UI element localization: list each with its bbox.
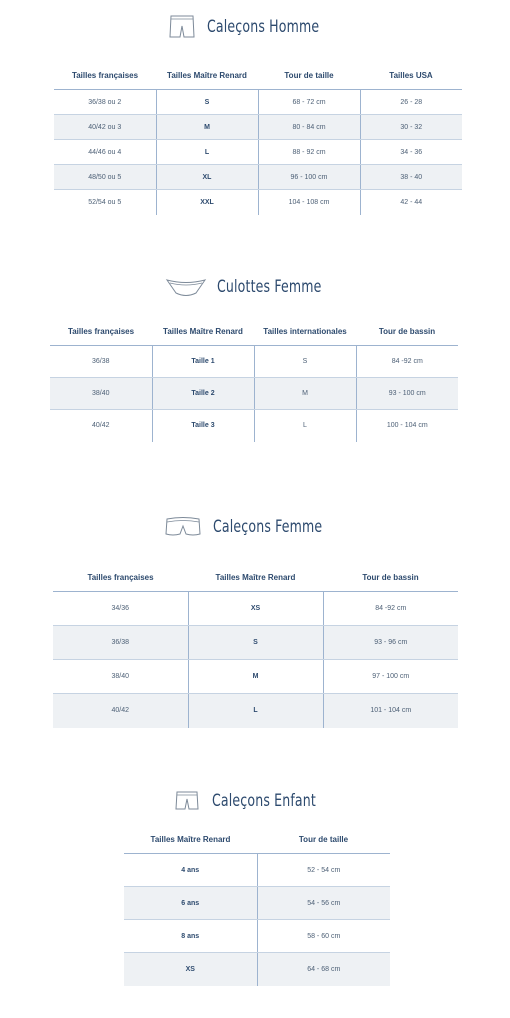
table-cell: XL — [156, 165, 258, 190]
table-cell: 34 - 36 — [360, 140, 462, 165]
table-row — [54, 115, 462, 140]
column-header: Tailles USA — [360, 61, 462, 90]
table-cell: 38/40 — [50, 378, 152, 410]
table-cell: 40/42 — [53, 694, 188, 728]
table-cell: 38 - 40 — [360, 165, 462, 190]
table-cell: 40/42 ou 3 — [54, 115, 156, 140]
table-cell: S — [188, 626, 323, 660]
size-table-calecons-enfant — [124, 825, 390, 986]
table-cell: Taille 1 — [152, 346, 254, 378]
table-cell: 64 - 68 cm — [257, 953, 390, 986]
table-header-row — [124, 825, 390, 854]
women-shorts-icon — [163, 514, 203, 540]
table-cell: L — [188, 694, 323, 728]
table-cell: 88 - 92 cm — [258, 140, 360, 165]
table-cell: XS — [188, 592, 323, 626]
section-culottes-femme — [0, 272, 510, 302]
section-calecons-homme — [0, 12, 510, 42]
table-row — [53, 626, 458, 660]
table-cell: 58 - 60 cm — [257, 920, 390, 953]
section-calecons-enfant — [0, 786, 510, 816]
table-cell: 4 ans — [124, 854, 257, 887]
table-row — [54, 190, 462, 215]
section-title: Caleçons Femme — [213, 517, 323, 537]
table-cell: S — [254, 346, 356, 378]
table-cell: S — [156, 90, 258, 115]
table-cell: 38/40 — [53, 660, 188, 694]
table-cell: 68 - 72 cm — [258, 90, 360, 115]
column-header: Tailles françaises — [50, 317, 152, 346]
size-table-calecons-femme — [53, 563, 458, 728]
table-cell: L — [156, 140, 258, 165]
table-cell: 8 ans — [124, 920, 257, 953]
table-cell: 42 - 44 — [360, 190, 462, 215]
table-cell: M — [188, 660, 323, 694]
table-cell: 84 -92 cm — [356, 346, 458, 378]
table-cell: M — [156, 115, 258, 140]
table-cell: 93 - 96 cm — [323, 626, 458, 660]
size-table-calecons-homme — [54, 61, 462, 215]
table-row — [50, 346, 458, 378]
table-row — [50, 378, 458, 410]
table-cell: 36/38 — [50, 346, 152, 378]
table-cell: 26 - 28 — [360, 90, 462, 115]
section-calecons-femme — [0, 512, 510, 542]
column-header: Tailles Maître Renard — [188, 563, 323, 592]
table-row — [53, 592, 458, 626]
table-row — [124, 887, 390, 920]
table-row — [53, 694, 458, 728]
table-header-row — [54, 61, 462, 90]
table-cell: 96 - 100 cm — [258, 165, 360, 190]
column-header: Tour de bassin — [356, 317, 458, 346]
table-row — [50, 410, 458, 442]
table-cell: 52/54 ou 5 — [88, 198, 122, 206]
table-cell: 36/38 ou 2 — [54, 90, 156, 115]
table-cell: 34/36 — [53, 592, 188, 626]
table-cell: 6 ans — [124, 887, 257, 920]
table-cell: 100 - 104 cm — [356, 410, 458, 442]
panties-icon — [165, 274, 207, 300]
table-row — [54, 90, 462, 115]
column-header: Tailles Maître Renard — [152, 317, 254, 346]
table-header-row — [53, 563, 458, 592]
table-row — [54, 165, 462, 190]
table-cell: Taille 2 — [152, 378, 254, 410]
table-row — [54, 140, 462, 165]
section-header — [0, 512, 510, 542]
column-header: Tailles Maître Renard — [156, 61, 258, 90]
column-header: Tailles Maître Renard — [124, 825, 257, 854]
boxer-shorts-icon — [167, 14, 197, 40]
column-header: Tour de bassin — [323, 563, 458, 592]
column-header: Tailles françaises — [54, 61, 156, 90]
table-cell: 101 - 104 cm — [323, 694, 458, 728]
section-header — [0, 272, 510, 302]
table-cell: 84 -92 cm — [323, 592, 458, 626]
section-title: Culottes Femme — [217, 277, 322, 297]
table-header-row — [50, 317, 458, 346]
kids-shorts-icon — [172, 788, 202, 814]
table-row — [124, 953, 390, 986]
table-row — [124, 920, 390, 953]
section-header — [0, 786, 510, 816]
section-header — [0, 12, 510, 42]
column-header: Tailles françaises — [53, 563, 188, 592]
size-table-culottes-femme — [50, 317, 458, 442]
column-header: Tailles internationales — [254, 317, 356, 346]
table-cell: 104 - 108 cm — [258, 190, 360, 215]
table-cell: 48/50 ou 5 — [54, 165, 156, 190]
table-cell: 93 - 100 cm — [356, 378, 458, 410]
table-cell: 36/38 — [53, 626, 188, 660]
table-cell: XXL — [156, 190, 258, 215]
column-header: Tour de taille — [258, 61, 360, 90]
table-cell: M — [254, 378, 356, 410]
table-cell: 30 - 32 — [360, 115, 462, 140]
table-cell: 44/46 ou 4 — [54, 140, 156, 165]
section-title: Caleçons Homme — [206, 17, 319, 37]
table-row — [124, 854, 390, 887]
table-row — [53, 660, 458, 694]
table-cell: 80 - 84 cm — [258, 115, 360, 140]
table-cell: L — [254, 410, 356, 442]
table-cell: 54 - 56 cm — [257, 887, 390, 920]
table-cell: XS — [124, 953, 257, 986]
table-cell: Taille 3 — [152, 410, 254, 442]
section-title: Caleçons Enfant — [211, 791, 316, 811]
table-cell: 40/42 — [91, 422, 110, 430]
column-header: Tour de taille — [257, 825, 390, 854]
table-cell: 52 - 54 cm — [257, 854, 390, 887]
table-cell: 97 - 100 cm — [323, 660, 458, 694]
